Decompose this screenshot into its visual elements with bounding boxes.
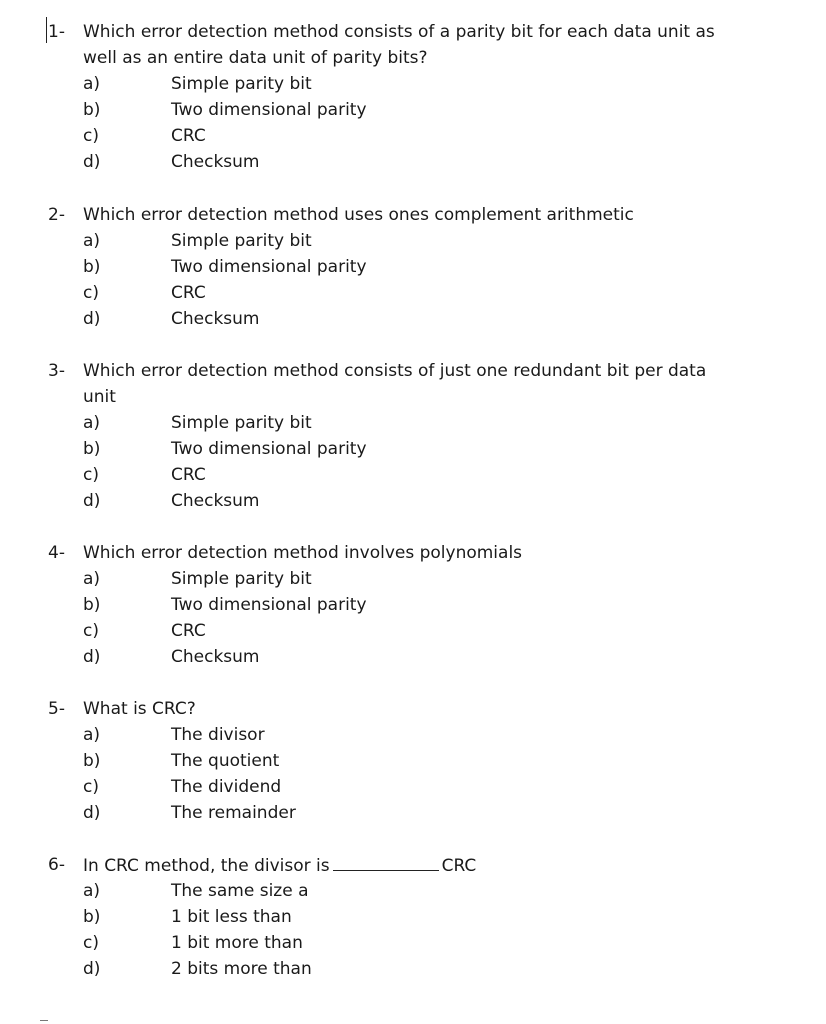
question-text: Which error detection method involves polynomials [83,543,523,563]
option-text: Two dimensional parity [171,100,367,120]
option-c [0,618,826,644]
question-6-options [0,878,826,982]
question-number: 1- [48,22,65,42]
question-number: 4- [48,543,65,563]
option-a [0,228,826,254]
option-text: Simple parity bit [171,74,312,94]
option-a [0,410,826,436]
option-text: Checksum [171,152,260,172]
option-letter: c) [83,777,99,797]
option-d [0,149,826,175]
option-a [0,722,826,748]
option-letter: a) [83,725,101,745]
option-b [0,97,826,123]
question-text-after-blank: CRC [441,856,477,876]
option-c [0,930,826,956]
option-c [0,123,826,149]
option-b [0,436,826,462]
option-text: 1 bit less than [171,907,292,927]
option-a [0,566,826,592]
option-letter: c) [83,126,99,146]
option-letter: a) [83,231,101,251]
option-b [0,904,826,930]
option-text: The same size a [171,881,309,901]
question-text: Which error detection method consists of just one redundant bit per data unit [83,361,707,407]
option-c [0,462,826,488]
question-1-options [0,71,826,175]
option-b [0,748,826,774]
option-letter: a) [83,569,101,589]
option-letter: a) [83,881,101,901]
question-number: 5- [48,699,65,719]
option-letter: a) [83,74,101,94]
option-letter: b) [83,595,101,615]
question-text: What is CRC? [83,699,196,719]
option-text: Two dimensional parity [171,257,367,277]
option-d [0,488,826,514]
option-a [0,71,826,97]
option-letter: b) [83,907,101,927]
option-letter: c) [83,283,99,303]
option-text: Simple parity bit [171,569,312,589]
option-letter: b) [83,257,101,277]
option-text: The quotient [171,751,280,771]
option-letter: d) [83,309,101,329]
option-text: CRC [171,283,206,303]
option-letter: b) [83,751,101,771]
question-text-before-blank: In CRC method, the divisor is [83,856,330,876]
option-letter: d) [83,803,101,823]
option-b [0,254,826,280]
page-edge-mark [40,1020,48,1021]
question-text: Which error detection method uses ones complement arithmetic [83,205,634,225]
option-c [0,774,826,800]
option-letter: c) [83,621,99,641]
question-text [83,852,743,879]
option-letter: b) [83,100,101,120]
option-letter: d) [83,647,101,667]
option-letter: a) [83,413,101,433]
option-d [0,644,826,670]
question-3-options [0,410,826,514]
option-text: Checksum [171,647,260,667]
option-text: The remainder [171,803,296,823]
question-text: Which error detection method consists of a parity bit for each data unit as well as an entire data unit of parity bits? [83,22,715,68]
question-2-options [0,228,826,332]
option-text: Two dimensional parity [171,595,367,615]
option-text: Two dimensional parity [171,439,367,459]
option-text: 2 bits more than [171,959,312,979]
option-text: The dividend [171,777,282,797]
option-letter: d) [83,959,101,979]
option-d [0,800,826,826]
option-text: Simple parity bit [171,413,312,433]
question-number: 6- [48,855,65,875]
option-text: Checksum [171,491,260,511]
option-text: CRC [171,621,206,641]
question-5-options [0,722,826,826]
option-letter: d) [83,152,101,172]
question-number: 3- [48,361,65,381]
option-text: CRC [171,465,206,485]
option-text: The divisor [171,725,265,745]
option-text: Simple parity bit [171,231,312,251]
option-d [0,956,826,982]
fill-in-blank [333,852,439,871]
option-b [0,592,826,618]
option-letter: b) [83,439,101,459]
option-letter: d) [83,491,101,511]
option-text: CRC [171,126,206,146]
option-c [0,280,826,306]
option-letter: c) [83,465,99,485]
option-d [0,306,826,332]
option-text: Checksum [171,309,260,329]
option-a [0,878,826,904]
option-letter: c) [83,933,99,953]
question-number: 2- [48,205,65,225]
option-text: 1 bit more than [171,933,303,953]
question-4-options [0,566,826,670]
text-cursor [46,17,47,43]
